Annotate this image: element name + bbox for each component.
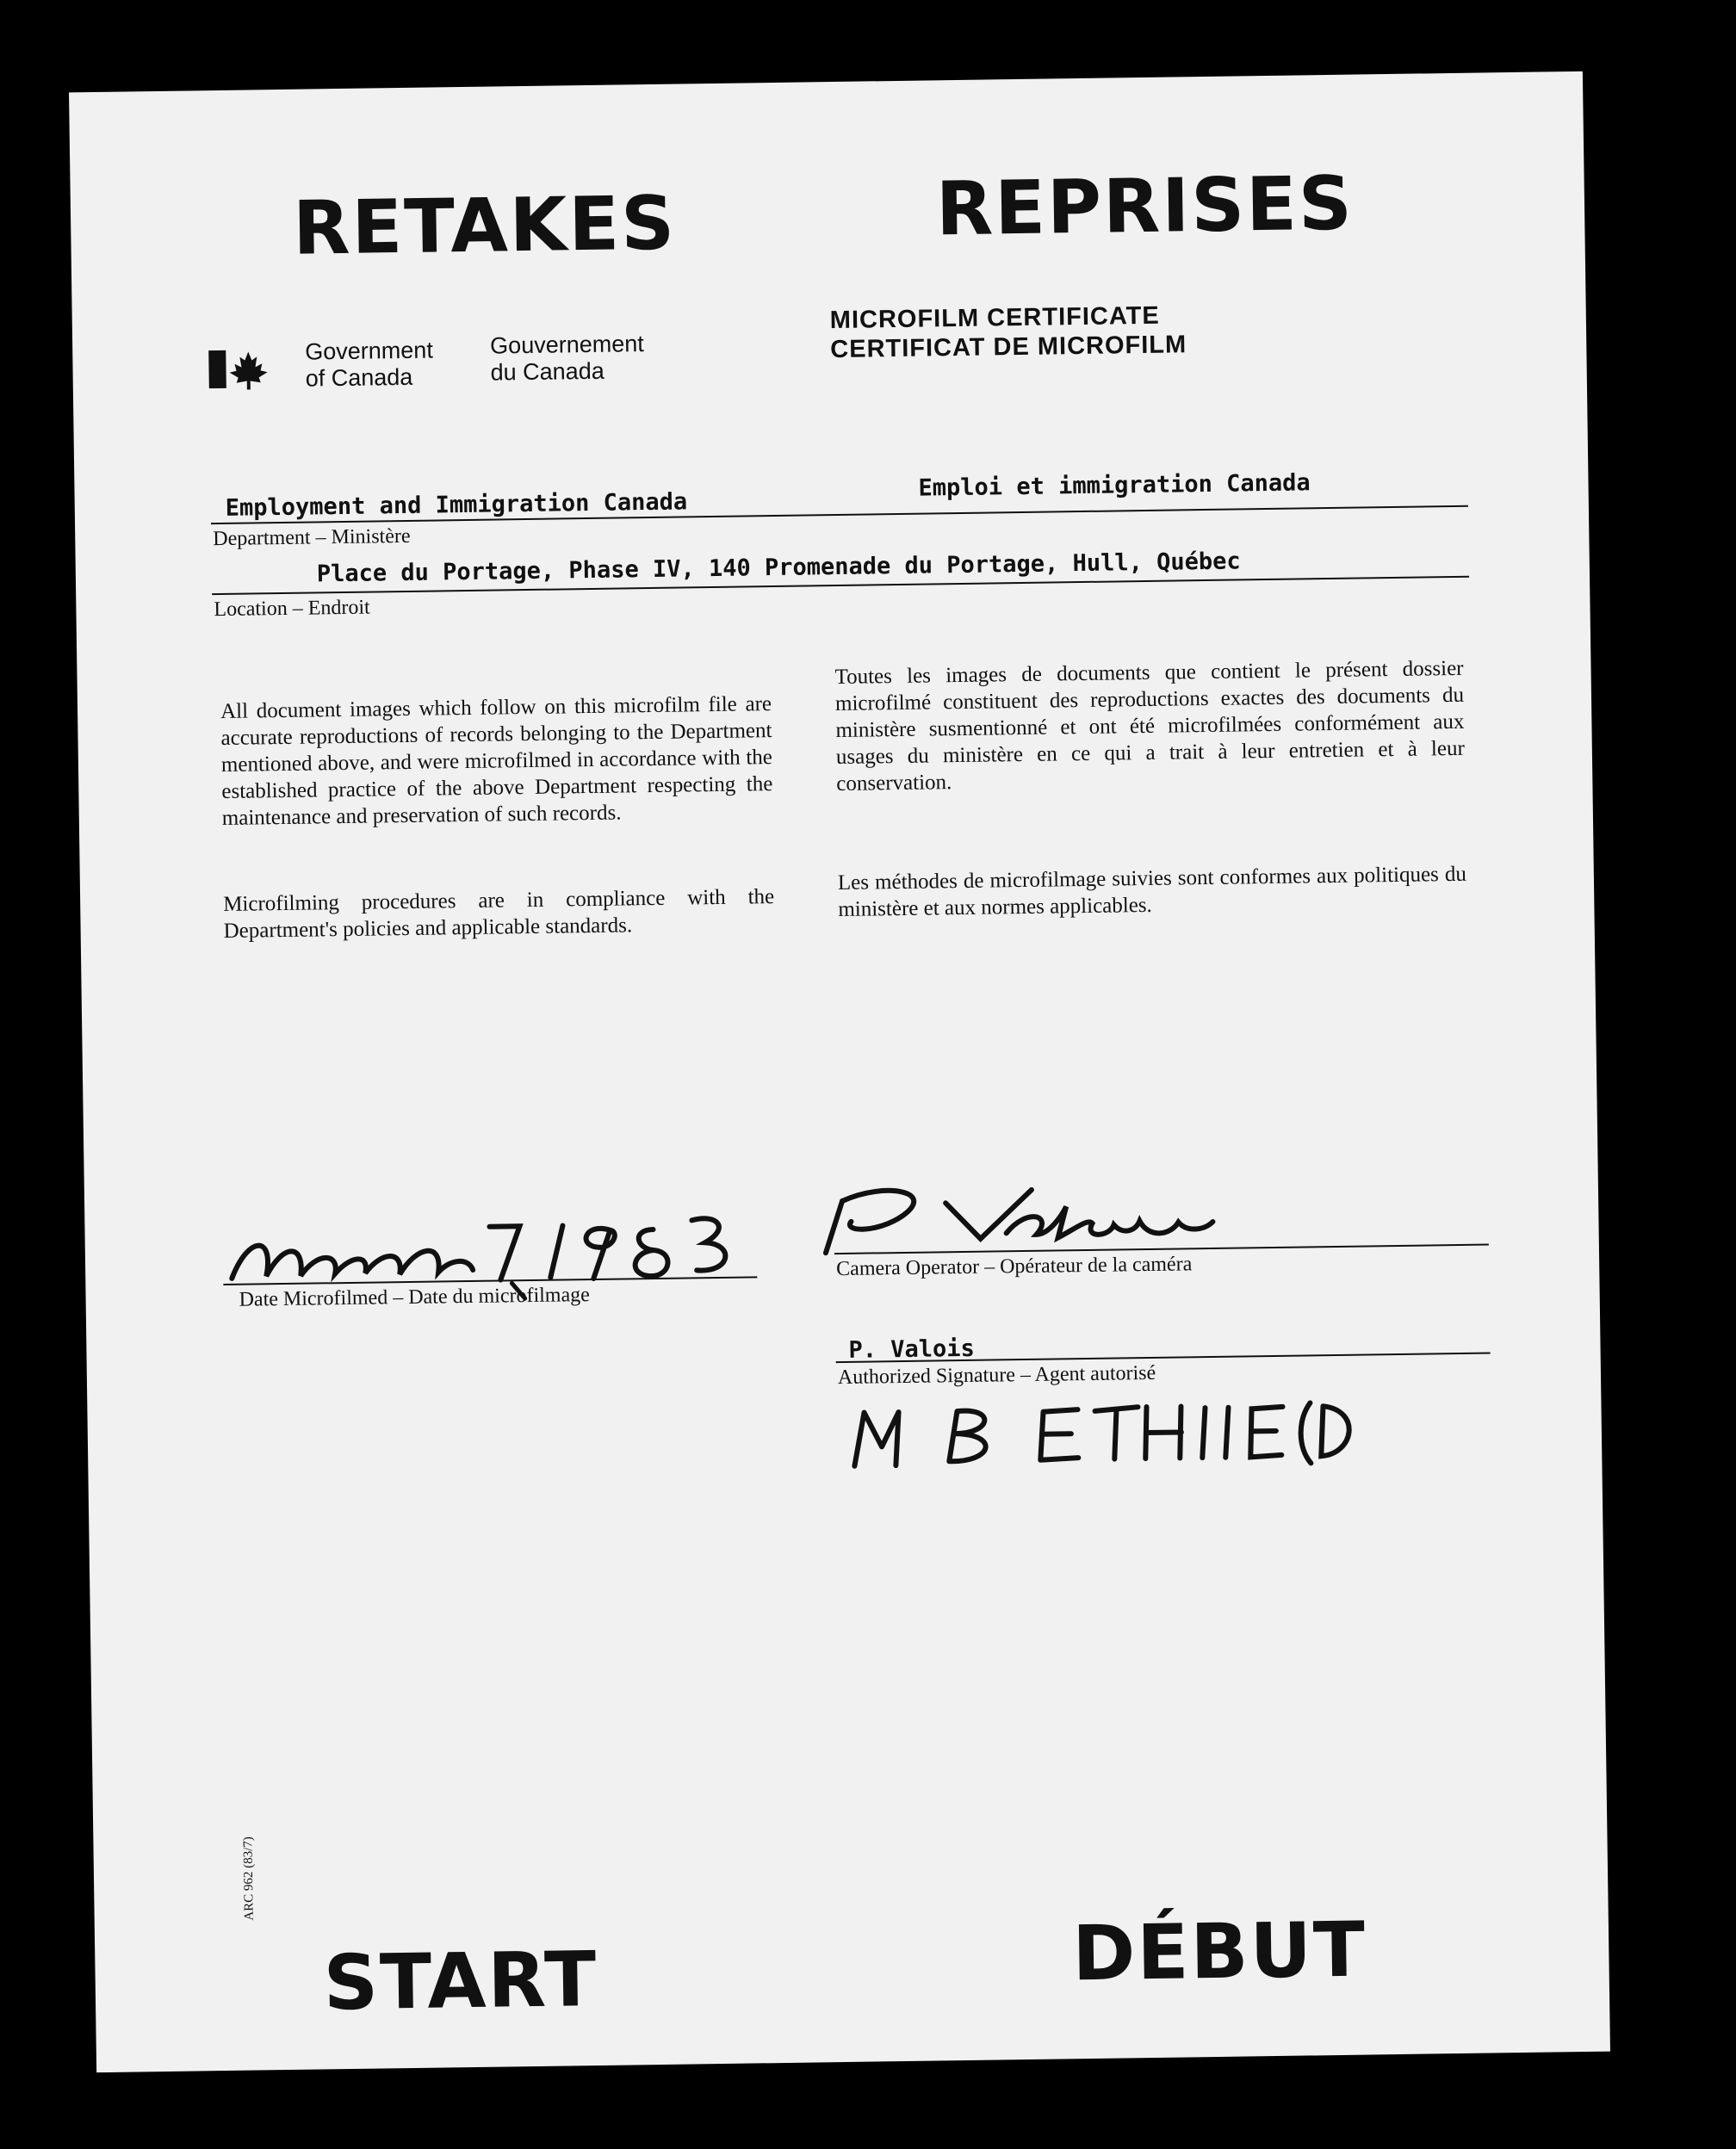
government-fr-line2: du Canada <box>490 357 604 386</box>
department-caption: Department – Ministère <box>213 524 411 551</box>
camera-operator-caption: Camera Operator – Opérateur de la caméra <box>836 1253 1193 1281</box>
certificate-title-fr: CERTIFICAT DE MICROFILM <box>830 331 1187 364</box>
certificate-title-en: MICROFILM CERTIFICATE <box>829 301 1160 335</box>
retakes-banner: RETAKES <box>292 180 677 272</box>
authorized-signature-typed: P. Valois <box>848 1335 976 1364</box>
government-fr-line1: Gouvernement <box>489 331 644 359</box>
canada-flag-icon <box>208 348 271 390</box>
date-microfilmed-caption: Date Microfilmed – Date du microfilmage <box>239 1284 590 1311</box>
government-name-en <box>305 338 433 393</box>
government-en-line1: Government <box>305 337 434 365</box>
body-paragraph-1-fr: Toutes les images de documents que contient le présent dossier microfilmé constituent des reproductions exactes des documents du ministère susmentionné et ont été microfilmées conformément aux usages du ministère en ce qui a trait à leur entretien et à leur conservation. <box>834 656 1466 796</box>
start-banner: START <box>322 1935 598 2028</box>
department-value-fr: Emploi et immigration Canada <box>918 469 1311 502</box>
authorized-signature-caption: Authorized Signature – Agent autorisé <box>837 1361 1156 1390</box>
microfilm-certificate-sheet <box>69 71 1610 2072</box>
location-value: Place du Portage, Phase IV, 140 Promenade du Portage, Hull, Québec <box>316 548 1241 588</box>
department-value-en: Employment and Immigration Canada <box>225 488 688 522</box>
body-paragraph-1-en: All document images which follow on this microfilm file are accurate reproductions of records belonging to the Department mentioned above, and were microfilmed in accordance with the established practice of the above Department respecting the maintenance and preservation of such records. <box>220 692 773 830</box>
government-en-line2: of Canada <box>305 363 413 392</box>
body-paragraph-2-fr: Les méthodes de microfilmage suivies sont conformes aux politiques du ministère et aux normes applicables. <box>837 862 1467 922</box>
debut-banner: DÉBUT <box>1071 1904 1367 1998</box>
government-name-fr <box>490 331 644 386</box>
body-paragraph-2-en: Microfilming procedures are in compliance with the Department's policies and applicable standards. <box>223 885 775 943</box>
certificate-title <box>830 300 1187 364</box>
location-caption: Location – Endroit <box>214 596 370 622</box>
form-number: ARC 962 (83/7) <box>241 1836 257 1921</box>
handwritten-name-note <box>845 1393 1414 1478</box>
reprises-banner: REPRISES <box>935 160 1355 253</box>
